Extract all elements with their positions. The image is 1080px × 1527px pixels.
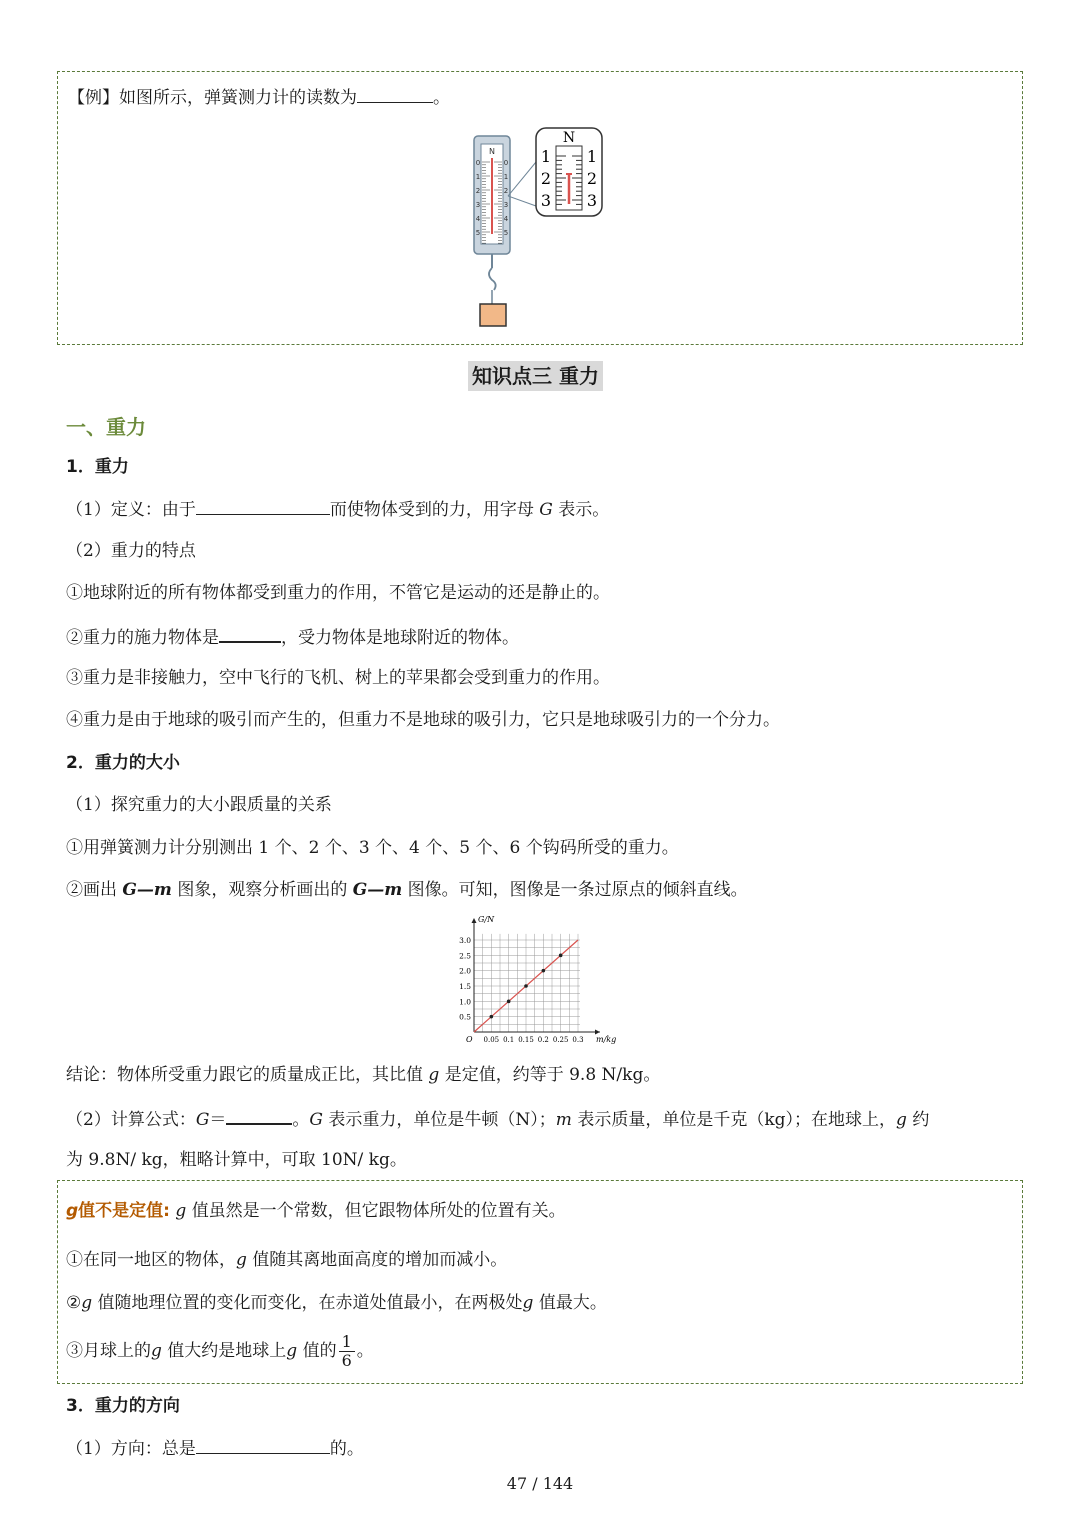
feature-1: ①地球附近的所有物体都受到重力的作用，不管它是运动的还是静止的。 xyxy=(66,583,610,603)
origin-label: O xyxy=(466,1035,473,1044)
zoom-tick-label: 3 xyxy=(540,191,552,210)
zoom-tick-label: 2 xyxy=(540,169,552,188)
scale-tick-label: 5 xyxy=(475,229,481,237)
direction-blank[interactable] xyxy=(196,1435,330,1454)
y-tick-label: 2.5 xyxy=(459,951,471,961)
source-object-blank[interactable] xyxy=(219,623,281,643)
g-m-chart xyxy=(442,912,620,1048)
scale-tick-label: 4 xyxy=(503,215,509,223)
page-number: 47 / 144 xyxy=(506,1474,574,1493)
scale-tick-label: 3 xyxy=(475,201,481,209)
g-note-item-3: ③月球上的g 值大约是地球上g 值的 $\frac{1}{6}$ 。 xyxy=(66,1332,374,1370)
section-heading: 一、重力 xyxy=(66,415,146,439)
scale-tick-label: 1 xyxy=(475,173,481,181)
scale-tick-label: 2 xyxy=(503,187,509,195)
y-tick-label: 1.0 xyxy=(459,997,471,1007)
definition-line: （1）定义：由于 而使物体受到的力，用字母 G 表示。 xyxy=(66,496,609,522)
svg-text:N: N xyxy=(562,130,576,146)
zoom-tick-label: 3 xyxy=(586,191,598,210)
formula-blank[interactable] xyxy=(226,1105,292,1125)
x-tick-label: 0.05 xyxy=(483,1036,500,1044)
scale-tick-label: 1 xyxy=(503,173,509,181)
answer-blank[interactable] xyxy=(357,84,433,103)
conclusion-line: 结论：物体所受重力跟它的质量成正比，其比值 g 是定值，约等于 9.8 N/kg。 xyxy=(66,1065,661,1085)
scale-tick-label: 3 xyxy=(503,201,509,209)
subheading-direction: 3．重力的方向 xyxy=(66,1396,180,1416)
direction-line: （1）方向：总是 的。 xyxy=(66,1435,364,1461)
x-axis-label: m/kg xyxy=(596,1035,617,1044)
data-point xyxy=(559,954,563,958)
x-tick-label: 0.1 xyxy=(503,1036,515,1044)
feature-3: ③重力是非接触力，空中飞行的飞机、树上的苹果都会受到重力的作用。 xyxy=(66,668,610,688)
y-tick-label: 2.0 xyxy=(459,966,471,976)
x-tick-label: 0.3 xyxy=(572,1036,584,1044)
x-tick-label: 0.2 xyxy=(537,1036,549,1044)
scale-tick-label: 0 xyxy=(475,159,481,167)
scale-tick-label: 0 xyxy=(503,159,509,167)
subheading-magnitude: 2．重力的大小 xyxy=(66,753,180,773)
g-note-item-1: ①在同一地区的物体，g 值随其离地面高度的增加而减小。 xyxy=(66,1250,508,1270)
y-tick-label: 1.5 xyxy=(459,982,471,991)
data-point xyxy=(490,1015,494,1019)
x-axis-arrow xyxy=(595,1030,600,1035)
scale-tick-label: 2 xyxy=(475,187,481,195)
y-tick-label: 3.0 xyxy=(459,936,471,945)
zoom-tick-label: 2 xyxy=(586,169,598,188)
spring-scale-figure xyxy=(466,122,616,332)
subheading-gravity: 1．重力 xyxy=(66,457,129,477)
explore-step-1: ①用弹簧测力计分别测出 1 个、2 个、3 个、4 个、5 个、6 个钩码所受的重力。 xyxy=(66,838,679,858)
data-point xyxy=(542,969,546,973)
knowledge-point-title: 知识点三 重力 xyxy=(468,360,603,389)
g-note-item-2: ②g 值随地理位置的变化而变化，在赤道处值最小，在两极处g 值最大。 xyxy=(66,1293,607,1313)
y-tick-label: 0.5 xyxy=(459,1012,471,1022)
g-note-title: g值不是定值: g 值虽然是一个常数，但它跟物体所处的位置有关。 xyxy=(66,1201,566,1221)
formula-line: （2）计算公式：G＝ 。G 表示重力，单位是牛顿（N）；m 表示质量，单位是千克（kg）；在地球上，g 约 xyxy=(66,1105,929,1132)
definition-blank[interactable] xyxy=(196,496,330,515)
y-axis-arrow xyxy=(472,918,477,923)
example-question: 【例】如图所示，弹簧测力计的读数为 。 xyxy=(68,84,450,110)
feature-title: （2）重力的特点 xyxy=(66,541,196,561)
data-point xyxy=(524,984,528,988)
explore-step-2: ②画出 G—m 图象，观察分析画出的 G—m 图像。可知，图像是一条过原点的倾斜直线。 xyxy=(66,880,748,900)
hanging-weight xyxy=(480,304,506,326)
x-tick-label: 0.15 xyxy=(518,1036,534,1044)
scale-tick-label: 4 xyxy=(475,215,481,223)
scale-unit-label: N xyxy=(489,147,495,156)
x-tick-label: 0.25 xyxy=(552,1036,569,1044)
zoom-tick-label: 1 xyxy=(540,147,552,166)
explore-title: （1）探究重力的大小跟质量的关系 xyxy=(66,795,332,815)
one-sixth-fraction: $\frac{1}{6}$ xyxy=(339,1333,355,1370)
formula-line-2: 为 9.8N/ kg，粗略计算中，可取 10N/ kg。 xyxy=(66,1150,407,1170)
scale-tick-label: 5 xyxy=(503,229,509,237)
feature-2: ②重力的施力物体是 ，受力物体是地球附近的物体。 xyxy=(66,623,519,650)
zoom-tick-label: 1 xyxy=(586,147,598,166)
data-point xyxy=(507,1000,511,1004)
y-axis-label: G/N xyxy=(478,915,495,924)
feature-4: ④重力是由于地球的吸引而产生的，但重力不是地球的吸引力，它只是地球吸引力的一个分力。 xyxy=(66,710,780,730)
